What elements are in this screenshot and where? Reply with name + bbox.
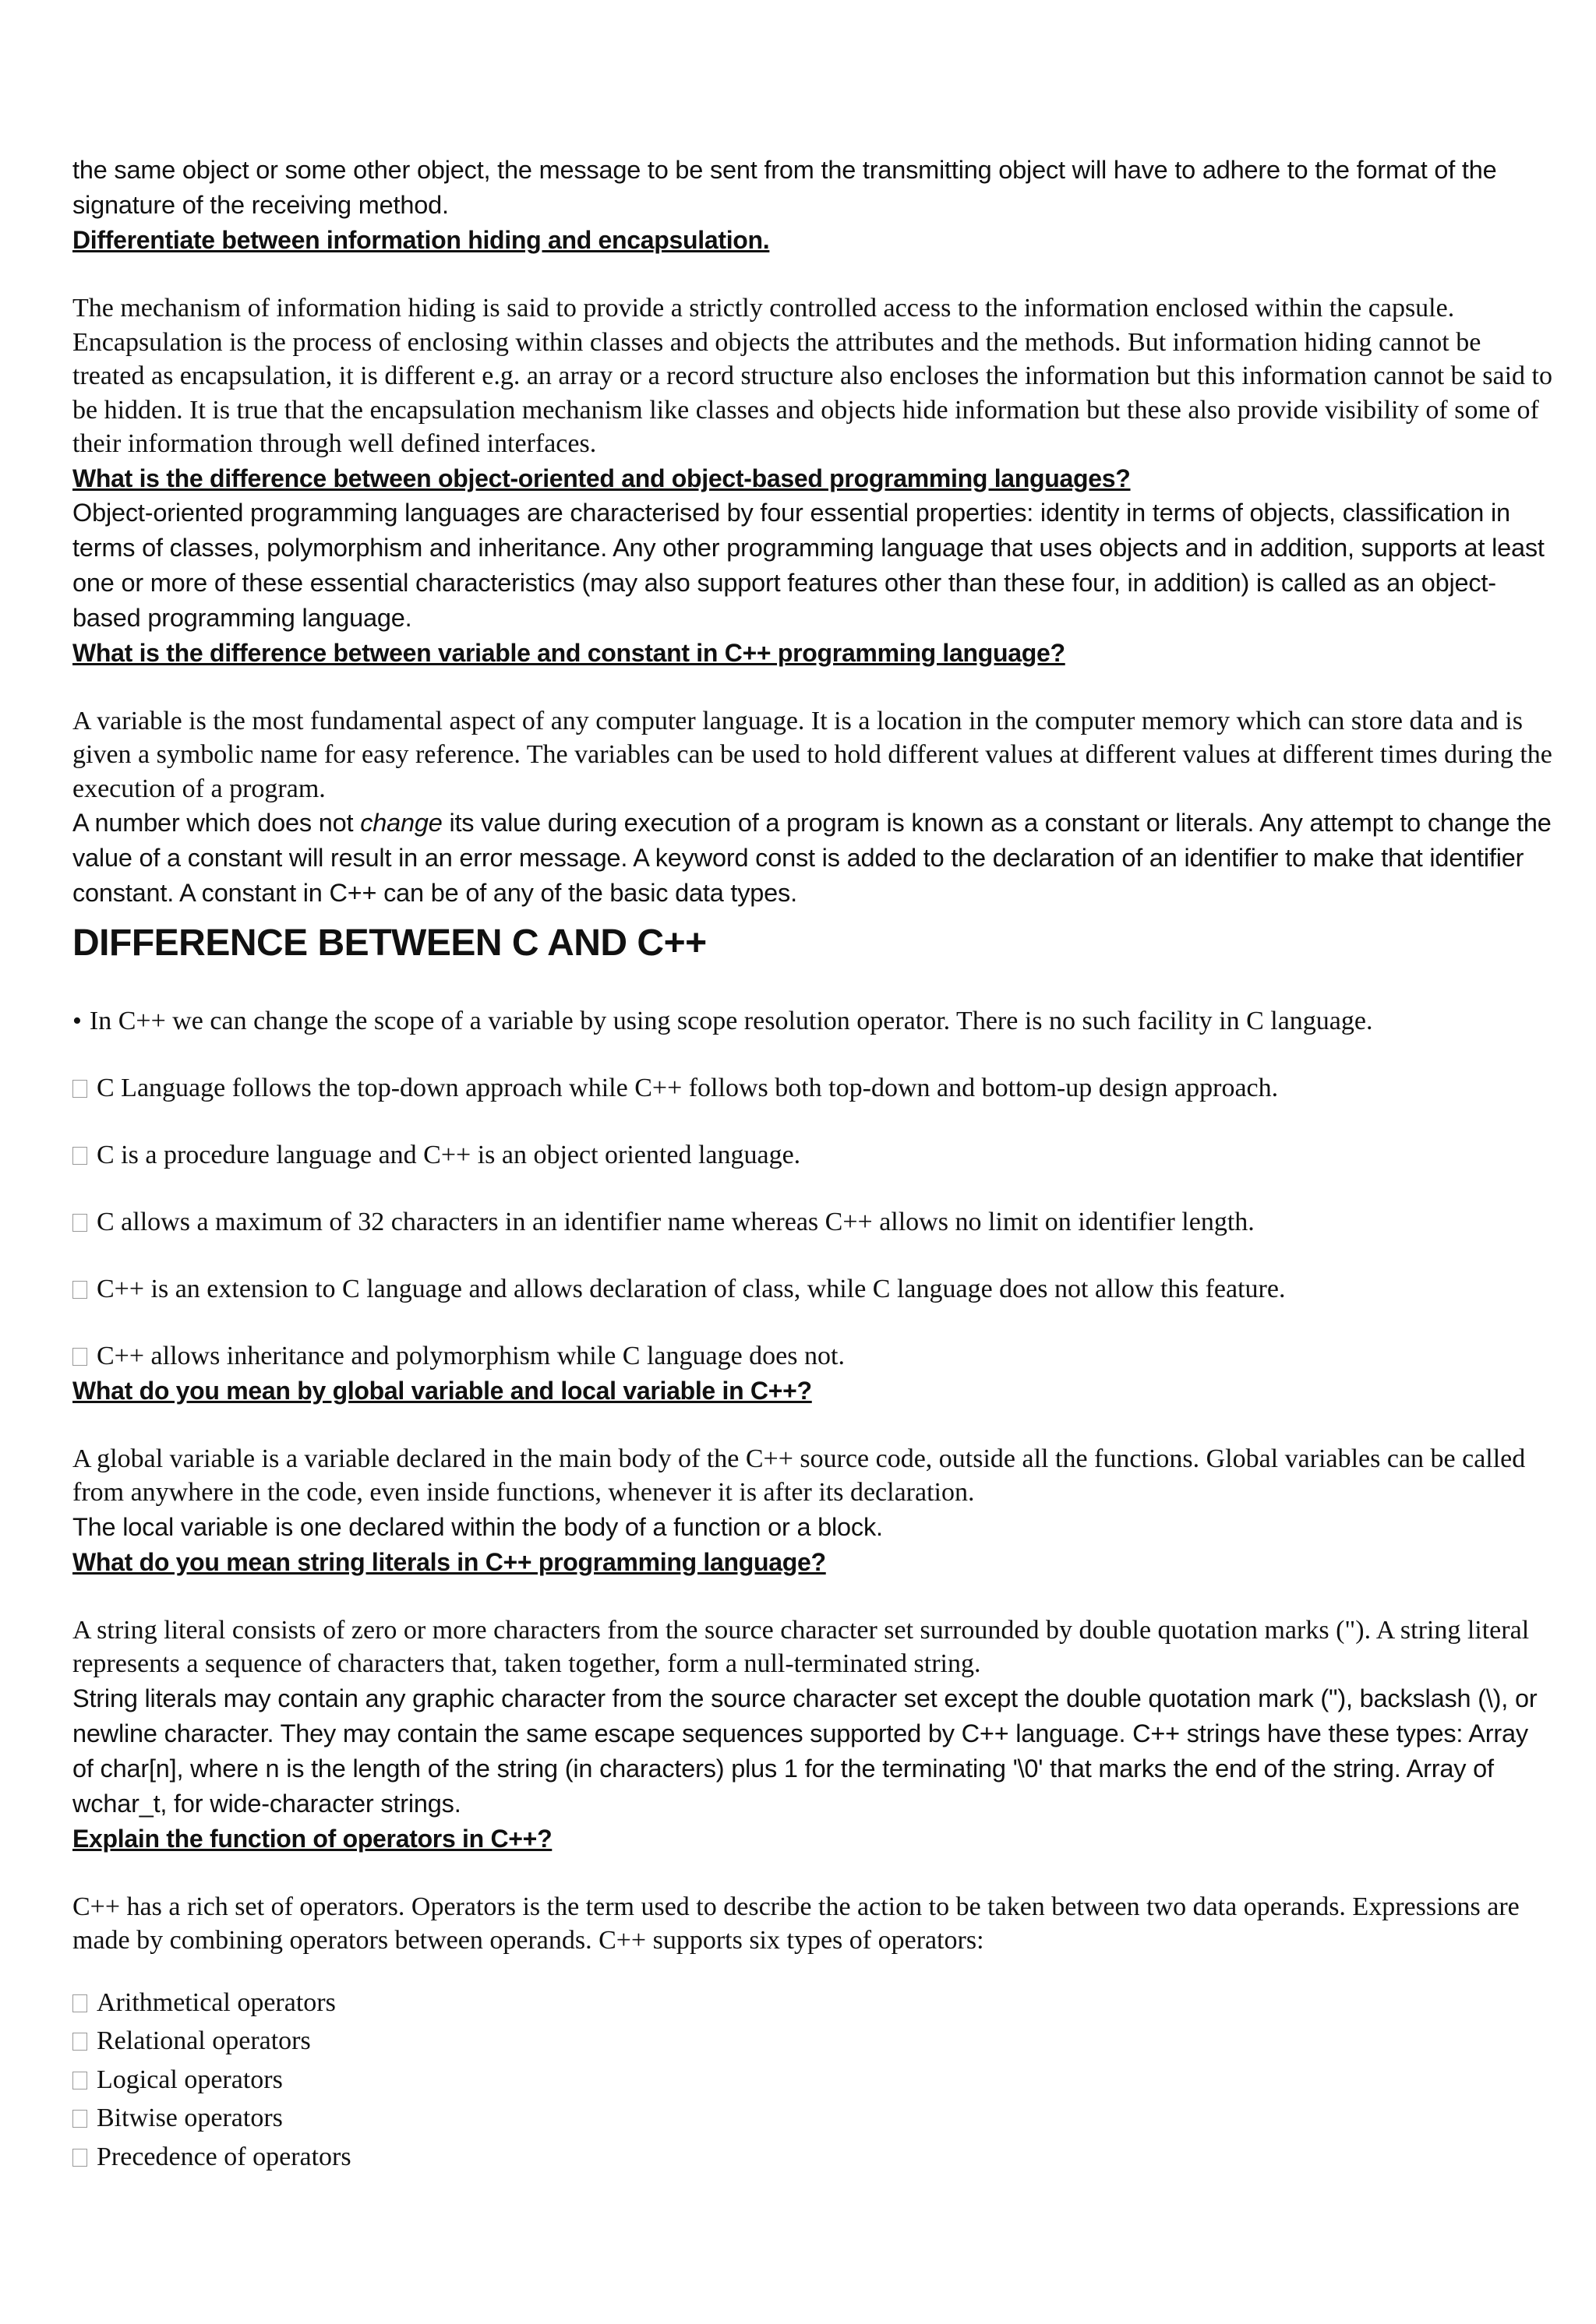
list-item-text: Logical operators [97, 2065, 283, 2094]
list-item [72, 1205, 1553, 1240]
list-item-text: C allows a maximum of 32 characters in an identifier name whereas C++ allows no limit on identifier length. [97, 1208, 1255, 1236]
question-oo-vs-ob: What is the difference between object-oriented and object-based programming languages? [72, 464, 1131, 492]
answer-info-hiding: The mechanism of information hiding is said to provide a strictly controlled access to the information enclosed within the capsule. Encapsulation is the process of enclosing within classes and objects the attributes and the methods. But information hiding cannot be treated as encapsulation, it is different e.g. an array or a record structure also encloses the information but this information cannot be said to be hidden. It is true that the encapsulation mechanism like classes and objects hide information but these also provide visibility of some of their information through well defined interfaces. [72, 294, 1552, 458]
operator-list [72, 1986, 1553, 2174]
question-string-literals: What do you mean string literals in C++ programming language? [72, 1547, 826, 1576]
list-item-text: C Language follows the top-down approach while C++ follows both top-down and bottom-up design approach. [97, 1074, 1279, 1102]
spacer [72, 257, 1553, 291]
answer-constant [72, 806, 1553, 911]
list-item-text: C is a procedure language and C++ is an object oriented language. [97, 1141, 801, 1169]
question-variable-constant: What is the difference between variable and constant in C++ programming language? [72, 638, 1065, 667]
question-global-local: What do you mean by global variable and local variable in C++? [72, 1376, 812, 1405]
list-item [72, 1986, 1553, 2020]
list-item-text: In C++ we can change the scope of a variable by using scope resolution operator. There is no such facility in C language. [89, 1007, 1373, 1035]
document-page [72, 153, 1553, 2178]
missing-glyph-box-icon [72, 2149, 87, 2167]
spacer [72, 1579, 1553, 1613]
list-item [72, 1272, 1553, 1307]
list-item [72, 2101, 1553, 2135]
spacer [72, 1856, 1553, 1890]
missing-glyph-box-icon [72, 1281, 87, 1299]
answer-constant-emphasis: change [360, 809, 443, 837]
answer-oo-vs-ob: Object-oriented programming languages are characterised by four essential properties: identity in terms of objects, classification in terms of classes, polymorphism and inheritance. Any other programming language that uses objects and in addition, supports at least one or more of these essential characteristics (may also support features other than these four, in addition) is called as an object-based programming language. [72, 498, 1545, 632]
spacer [72, 1408, 1553, 1442]
list-item-text: C++ allows inheritance and polymorphism while C language does not. [97, 1342, 845, 1370]
list-item [72, 1004, 1553, 1039]
missing-glyph-box-icon [72, 2072, 87, 2089]
list-item-text: Precedence of operators [97, 2142, 351, 2171]
answer-local: The local variable is one declared within the body of a function or a block. [72, 1512, 883, 1541]
list-item [72, 1071, 1553, 1106]
missing-glyph-box-icon [72, 1348, 87, 1366]
answer-constant-pre: A number which does not [72, 809, 361, 837]
answer-string-literal: A string literal consists of zero or more characters from the source character set surrounded by double quotation marks ("). A string literal represents a sequence of characters that, taken together, form a null-terminated string. [72, 1615, 1530, 1678]
answer-string-types: String literals may contain any graphic character from the source character set except the double quotation mark ("), backslash (\), or newline character. They may contain the same escape sequences supported by C++ language. C++ strings have these types: Array of char[n], where n is the length of the string (in characters) plus 1 for the terminating '\0' that marks the end of the string. Array of wchar_t, for wide-character strings. [72, 1684, 1538, 1818]
section-heading-c-vs-cpp: DIFFERENCE BETWEEN C AND C++ [72, 922, 707, 964]
missing-glyph-box-icon [72, 1080, 87, 1098]
bullet-dot-icon: • [72, 1007, 82, 1035]
c-vs-cpp-list [72, 1004, 1553, 1374]
missing-glyph-box-icon [72, 2033, 87, 2051]
question-operators: Explain the function of operators in C++? [72, 1824, 553, 1853]
list-item-text: Bitwise operators [97, 2104, 283, 2132]
list-item [72, 2063, 1553, 2097]
answer-variable: A variable is the most fundamental aspect of any computer language. It is a location in the computer memory which can store data and is given a symbolic name for easy reference. The variables can be used to hold different values at different values at different times during the execution of a program. [72, 706, 1552, 803]
list-item [72, 2140, 1553, 2174]
missing-glyph-box-icon [72, 2110, 87, 2128]
missing-glyph-box-icon [72, 1214, 87, 1232]
list-item [72, 1138, 1553, 1173]
missing-glyph-box-icon [72, 1147, 87, 1165]
spacer [72, 670, 1553, 704]
list-item-text: Relational operators [97, 2026, 311, 2055]
list-item-text: Arithmetical operators [97, 1987, 336, 2017]
intro-continuation: the same object or some other object, the message to be sent from the transmitting object will have to adhere to the format of the signature of the receiving method. [72, 156, 1497, 219]
list-item-text: C++ is an extension to C language and allows declaration of class, while C language does not allow this feature. [97, 1275, 1286, 1303]
list-item [72, 2024, 1553, 2058]
answer-constant-post: its value during execution of a program is known as a constant or literals. Any attempt to change the value of a constant will result in an error message. A keyword const is added to the declaration of an identifier to make that identifier constant. A constant in C++ can be of any of the basic data types. [72, 809, 1552, 907]
missing-glyph-box-icon [72, 1994, 87, 2012]
question-info-hiding: Differentiate between information hiding and encapsulation. [72, 226, 770, 254]
list-item [72, 1339, 1553, 1374]
answer-operators: C++ has a rich set of operators. Operators is the term used to describe the action to be taken between two data operands. Expressions are made by combining operators between operands. C++ supports six types of operators: [72, 1892, 1520, 1955]
answer-global: A global variable is a variable declared in the main body of the C++ source code, outside all the functions. Global variables can be called from anywhere in the code, even inside functions, whenever it is after its declaration. [72, 1444, 1526, 1507]
